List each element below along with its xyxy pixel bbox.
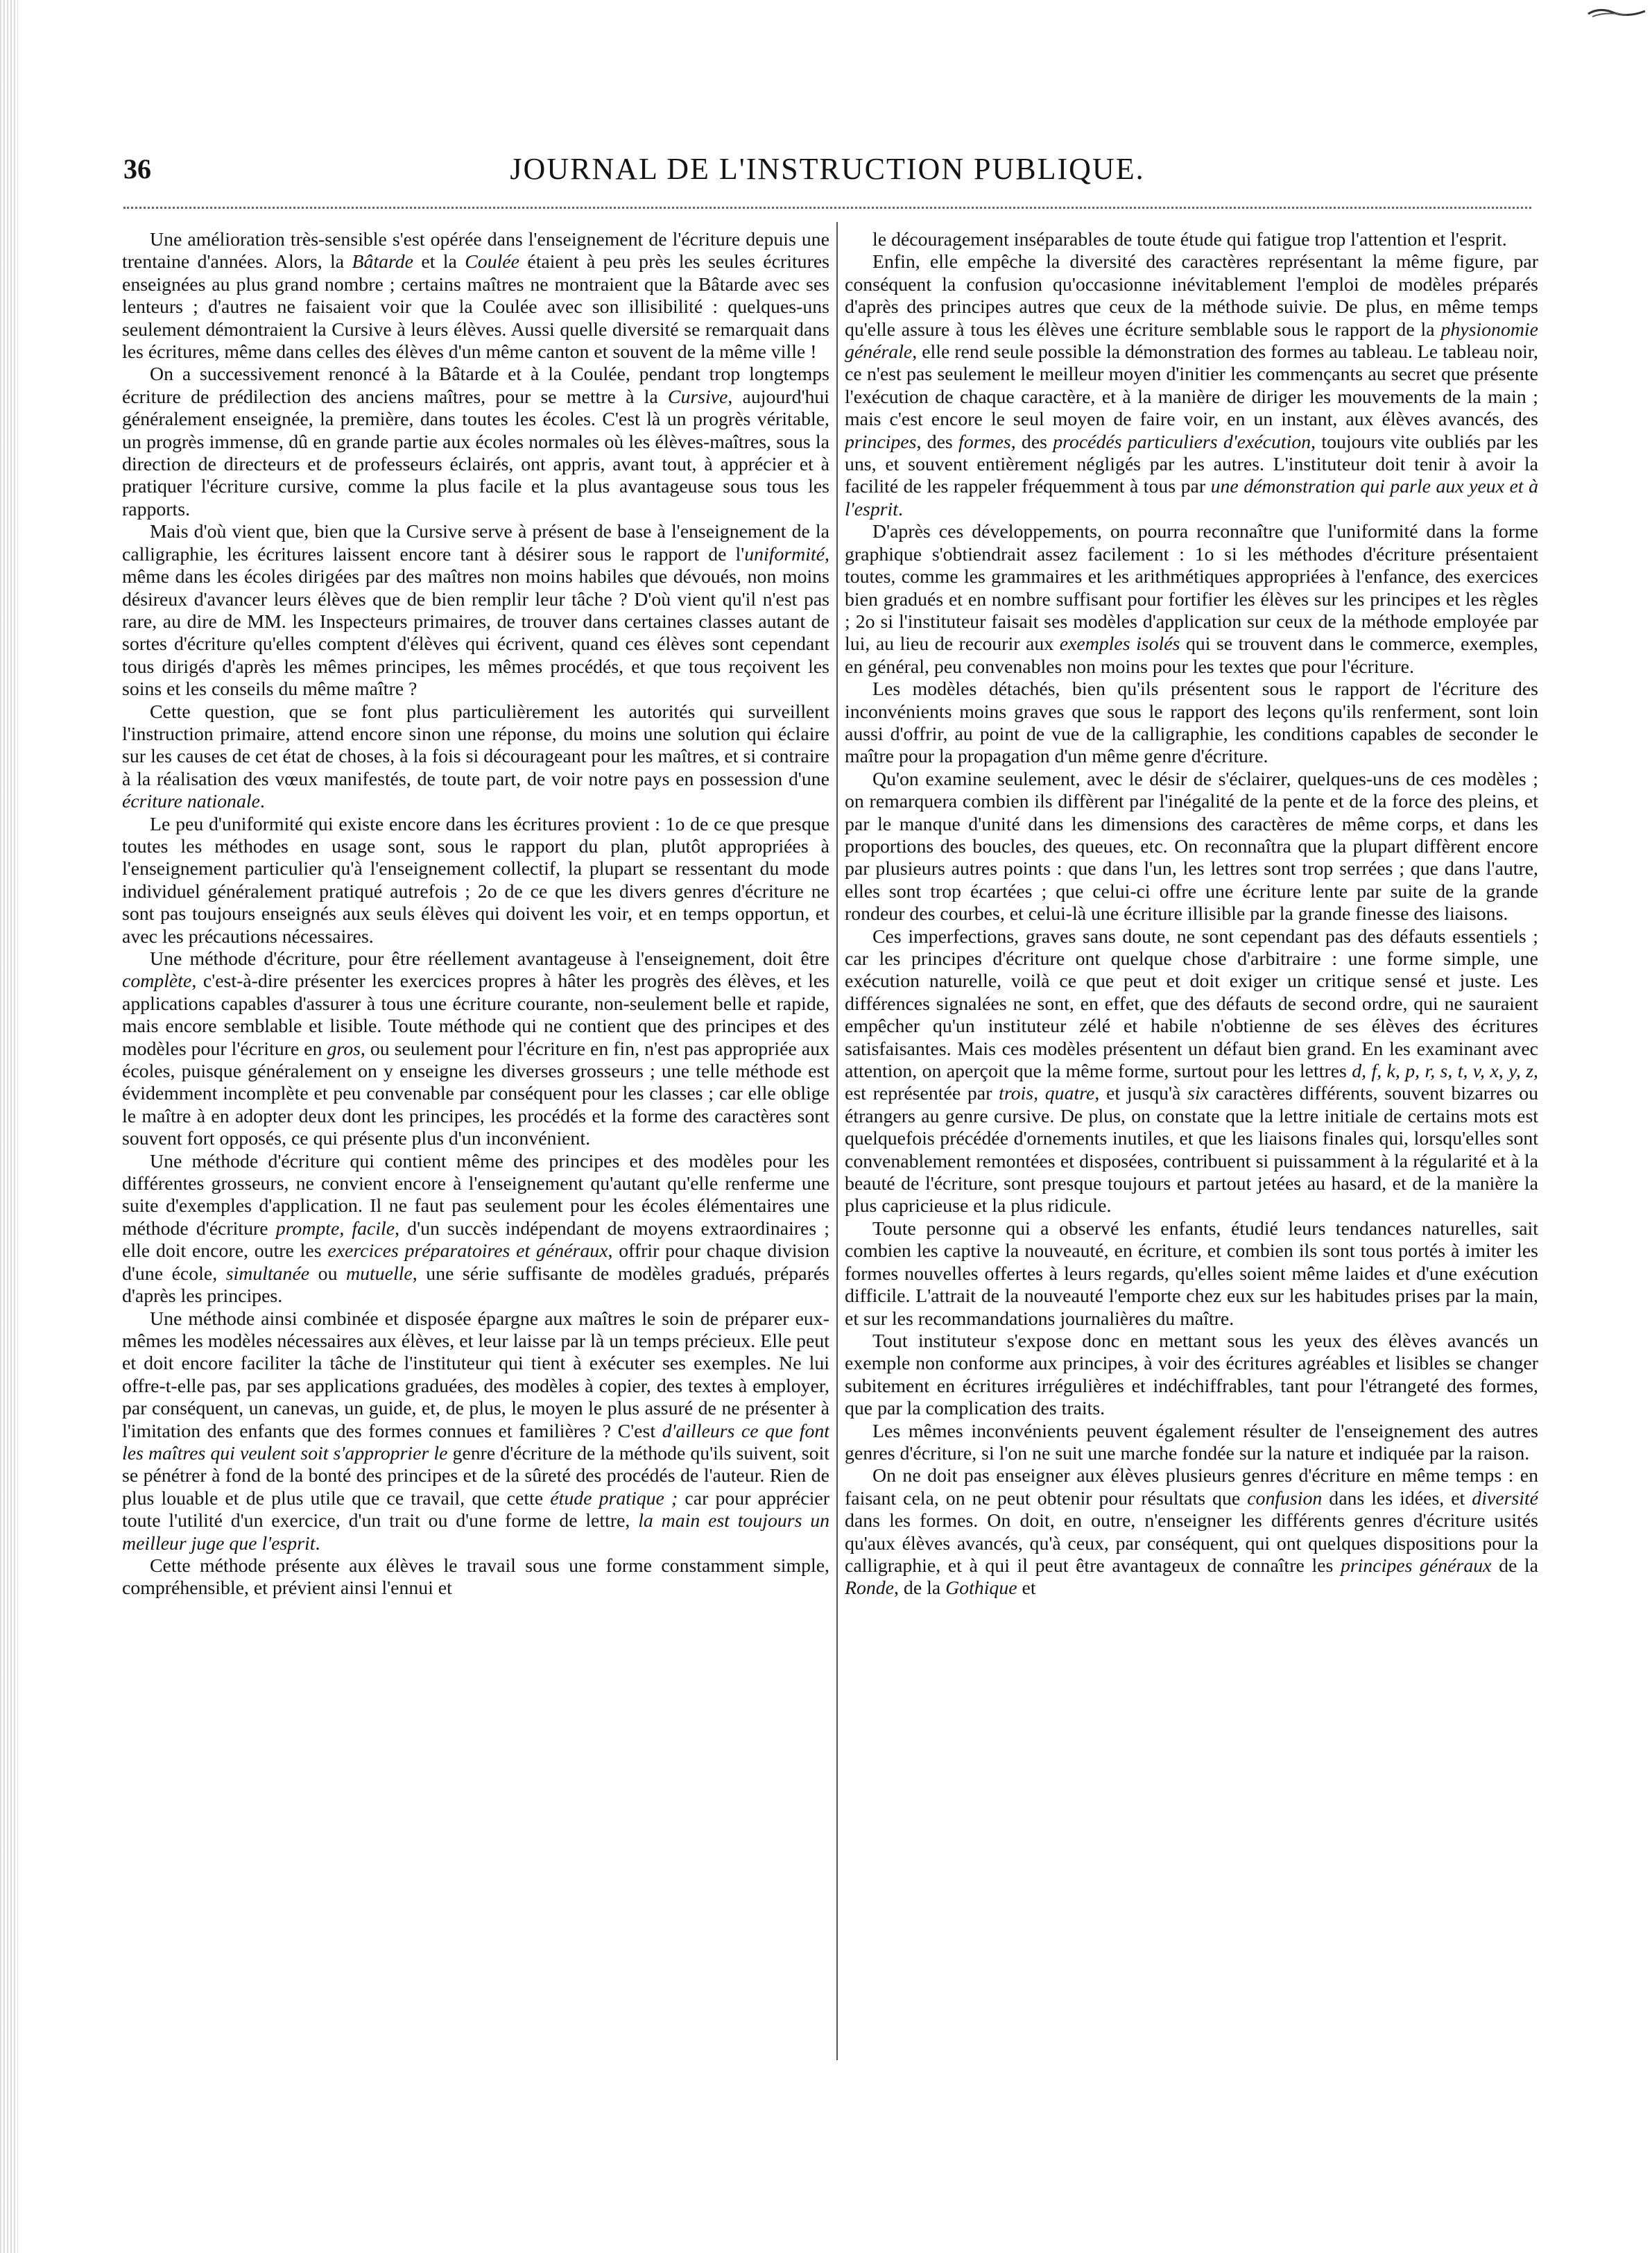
italic-text-run: exercices préparatoires et généraux: [327, 1240, 608, 1262]
text-run: et: [1017, 1577, 1036, 1600]
text-run: ou: [309, 1262, 347, 1285]
paragraph: [845, 1218, 1538, 1330]
text-run: de la: [1491, 1554, 1538, 1577]
text-run: Une méthode d'écriture qui contient même des principes et des modèles pour les différentes grosseurs, ne convient encore à l'enseignement qu'autant qu'elle renferme une suite d'exemples d'application. Il ne faut pas seulement pour les écoles élémentaires une méthode d'écriture: [122, 1150, 829, 1240]
text-run: , des: [916, 431, 959, 453]
text-run: , ou seulement pour l'écriture en fin, n'est pas appropriée aux écoles, puisque généralement on y enseigne les diverses grosseurs ; une telle méthode est évidemment incomplète et peu convenable par conséquent pour les classes ; car elle oblige le maître à en adopter deux dont les principes, les procédés et la forme des caractères sont souvent fort opposés, ce qui présente plus d'un inconvénient.: [122, 1038, 829, 1150]
text-run: le découragement inséparables de toute étude qui fatigue trop l'attention et l'esprit.: [872, 229, 1507, 250]
text-run: , c'est-à-dire présenter les exercices propres à hâter les progrès des élèves, et les applications capables d'assurer à tous une écriture courante, non-seulement belle et rapide, mais encore semblable et lisible. Toute méthode qui ne contient que des principes et des modèles pour l'écriture en: [122, 970, 829, 1060]
italic-text-run: trois, quatre: [999, 1083, 1095, 1105]
header-rule: [123, 207, 1531, 209]
italic-text-run: Ronde: [845, 1577, 895, 1600]
text-run: , toujours vite oubliés par les uns, et souvent entièrement négligés par les autres. L'instituteur doit tenir à avoir la facilité de les rappeler fréquemment à tous par: [845, 431, 1538, 498]
paragraph: [845, 251, 1538, 521]
text-run: car pour apprécier toute l'utilité d'un exercice, d'un trait ou d'une forme de lettre,: [122, 1487, 829, 1532]
italic-text-run: prompte, facile: [275, 1217, 395, 1240]
italic-text-run: une démonstration qui parle aux yeux et à l'esprit: [845, 476, 1538, 520]
left-column: [122, 229, 829, 2060]
italic-text-run: d'ailleurs ce que font les maîtres qui veulent soit s'approprier le: [122, 1420, 829, 1464]
italic-text-run: écriture nationale: [122, 791, 260, 813]
italic-text-run: Gothique: [945, 1577, 1017, 1600]
column-divider: [836, 222, 838, 2060]
page-header: [123, 151, 1531, 193]
text-run: .: [315, 1532, 320, 1554]
text-run: , d'un succès indépendant de moyens extraordinaires ; elle doit encore, outre les: [122, 1217, 829, 1262]
italic-text-run: Coulée: [465, 251, 519, 273]
italic-text-run: d, f, k, p, r, s, t, v, x, y, z: [1352, 1061, 1534, 1083]
text-run: Une méthode d'écriture, pour être réellement avantageuse à l'enseignement, doit être: [150, 948, 829, 970]
text-run: Enfin, elle empêche la diversité des caractères représentant la même figure, par conséquent la confusion qu'occasionne inévitablement l'emploi de modèles préparés d'après des principes autres que ceux de la méthode suivie. De plus, en même temps qu'elle assure à tous les élèves une écriture semblable sous le rapport de la: [845, 251, 1538, 341]
paragraph: [122, 1555, 829, 1600]
paragraph: [122, 229, 829, 363]
italic-text-run: procédés particuliers d'exécution: [1053, 431, 1311, 453]
paragraph: [122, 701, 829, 814]
italic-text-run: simultanée: [225, 1262, 310, 1285]
text-run: , est représentée par: [845, 1061, 1538, 1105]
text-run: Tout instituteur s'expose donc en mettant sous les yeux des élèves avancés un exemple non conforme aux principes, à voir des écritures agréables et lisibles se changer subitement en écritures irrégulières et indéchiffrables, tant pour l'étrangeté des formes, que par la complication des traits.: [845, 1330, 1538, 1420]
text-run: Qu'on examine seulement, avec le désir de s'éclairer, quelques-uns de ces modèles ; on remarquera combien ils diffèrent par l'inégalité de la pente et de la force des pleins, et par le manque d'unité dans les dimensions des caractères de même corps, et dans les proportions des boucles, des queues, etc. On reconnaîtra que la plupart diffèrent encore par plusieurs autres points : que dans l'un, les lettres sont trop serrées ; que dans l'autre, elles sont trop écartées ; que celui-ci offre une écriture lente par suite de la grande rondeur des courbes, et celui-là une écriture illisible par la grande finesse des liaisons.: [845, 768, 1538, 925]
paragraph: [122, 948, 829, 1151]
text-run: Mais d'où vient que, bien que la Cursive serve à présent de base à l'enseignement de la calligraphie, les écritures laissent encore tant à désirer sous le rapport de l': [122, 521, 829, 565]
text-run: D'après ces développements, on pourra reconnaître que l'uniformité dans la forme graphique s'obtiendrait assez facilement : 1o si les méthodes d'écriture présentaient toutes, comme les grammaires et les arithmétiques appropriées à l'enfance, des exercices bien gradués et en nombre suffisant pour fortifier les élèves sur les principes et les règles ; 2o si l'instituteur faisait ses modèles d'application sur ceux de la méthode employée par lui, au lieu de recourir aux: [845, 521, 1538, 656]
text-run: , aujourd'hui généralement enseignée, la première, dans toutes les écoles. C'est là un progrès véritable, un progrès immense, dû en grande partie aux écoles normales où les élèves-maîtres, sous la direction de directeurs et de professeurs éclairés, ont appris, avant tout, à apprécier et à pratiquer l'écriture cursive, comme la plus facile et la plus avantageuse sous tous les rapports.: [122, 386, 829, 520]
paragraph: [845, 1330, 1538, 1421]
text-run: qui se trouvent dans le commerce, exemples, en général, peu convenables non moins pour les textes que pour l'écriture.: [845, 633, 1538, 678]
text-run: , une série suffisante de modèles gradués, préparés d'après les principes.: [122, 1262, 829, 1308]
text-run: et la: [413, 251, 465, 273]
text-run: genre d'écriture de la méthode qu'ils suivent, soit se pénétrer à fond de la bonté des principes et de la sûreté des procédés de l'auteur. Rien de plus louable et de plus utile que ce travail, que cette: [122, 1442, 829, 1509]
text-run: , offrir pour chaque division d'une école,: [122, 1240, 829, 1285]
paragraph: [845, 521, 1538, 678]
italic-text-run: six: [1187, 1083, 1210, 1105]
italic-text-run: gros: [327, 1038, 361, 1060]
text-run: Cette méthode présente aux élèves le travail sous une forme constamment simple, compréhensible, et prévient ainsi l'ennui et: [122, 1554, 829, 1600]
paragraph: [845, 229, 1538, 251]
text-run: Les mêmes inconvénients peuvent également résulter de l'enseignement des autres genres d'écriture, si l'on ne suit une marche fondée sur la nature et indiquée par la raison.: [845, 1420, 1538, 1464]
italic-text-run: principes: [845, 431, 917, 453]
italic-text-run: diversité: [1472, 1487, 1538, 1509]
paragraph: [845, 678, 1538, 769]
scan-edge-shadow: [0, 0, 18, 2253]
italic-text-run: Cursive: [667, 386, 728, 408]
paragraph: [845, 926, 1538, 1218]
text-run: dans les idées, et: [1322, 1487, 1472, 1509]
italic-text-run: physionomie générale: [845, 318, 1538, 363]
italic-text-run: principes généraux: [1340, 1554, 1492, 1577]
paragraph: [122, 1308, 829, 1555]
paragraph: [122, 1151, 829, 1308]
text-run: On a successivement renoncé à la Bâtarde et à la Coulée, pendant trop longtemps écriture de prédilection des anciens maîtres, pour se mettre à la: [122, 363, 829, 408]
italic-text-run: uniformité: [744, 543, 825, 565]
corner-stamp-mark: [1585, 3, 1648, 19]
text-run: Une méthode ainsi combinée et disposée épargne aux maîtres le soin de préparer eux-mêmes les modèles nécessaires aux élèves, et leur laisse par là un temps précieux. Elle peut et doit encore faciliter la tâche de l'instituteur qui tient à exécuter ses exemples. Ne lui offre-t-elle pas, par ses applications graduées, des modèles à copier, des textes à employer, par conséquent, un canevas, un guide, et, de plus, le moyen le plus assuré de ne présenter à l'imitation des enfants que des formes connues et familières ? C'est: [122, 1308, 829, 1442]
text-run: .: [897, 498, 903, 520]
text-run: caractères différents, souvent bizarres ou étrangers au genre cursive. De plus, on constate que la lettre initiale de certains mots est quelquefois précédée d'ornements inutiles, et que les liaisons finales qui, lorsqu'elles sont convenablement remontées et disposées, contribuent si puissamment à la régularité et à la beauté de l'écriture, sont presque toujours et partout jetées au hasard, et de la manière la plus capricieuse et la plus ridicule.: [845, 1083, 1538, 1217]
text-run: , des: [1010, 431, 1053, 453]
text-run: Une amélioration très-sensible s'est opérée dans l'enseignement de l'écriture depuis une trentaine d'années. Alors, la: [122, 229, 829, 273]
paragraph: [845, 1465, 1538, 1600]
text-run: , même dans les écoles dirigées par des maîtres non moins habiles que dévoués, non moins désireux d'avancer leurs élèves que de bien remplir leur tâche ? D'où vient qu'il n'est pas rare, au dire de MM. les Inspecteurs primaires, de trouver dans certaines classes autant de sortes d'écriture qu'elles comptent d'élèves qui écrivent, quand ces élèves sont cependant tous dirigés d'après les mêmes principes, les mêmes procédés, et que tous reçoivent les soins et les conseils du même maître ?: [122, 543, 829, 701]
paragraph: [845, 1421, 1538, 1466]
italic-text-run: confusion: [1247, 1487, 1323, 1509]
italic-text-run: formes: [958, 431, 1011, 453]
right-column: [845, 229, 1538, 2060]
text-run: étaient à peu près les seules écritures enseignées au plus grand nombre ; certains maîtres ne montraient que la Bâtarde avec ses lenteurs ; d'autres ne faisaient voir que la Coulée avec son illisibilité : quelques-uns seulement démontraient la Cursive à leurs élèves. Aussi quelle diversité se remarquait dans les écritures, même dans celles des élèves d'un même canton et souvent de la même ville !: [122, 251, 829, 363]
italic-text-run: étude pratique ;: [550, 1487, 678, 1509]
text-run: On ne doit pas enseigner aux élèves plusieurs genres d'écriture en même temps : en faisant cela, on ne peut obtenir pour résultats que: [845, 1465, 1538, 1509]
text-run: Toute personne qui a observé les enfants, étudié leurs tendances naturelles, sait combien les captive la nouveauté, en écriture, et combien ils sont tous portés à imiter les formes nouvelles offertes à leurs regards, qu'elles soient même laides et d'une exécution difficile. L'attrait de la nouveauté l'emporte chez eux sur les habitudes prises par la main, et sur les recommandations journalières du maître.: [845, 1217, 1538, 1330]
paragraph: [122, 363, 829, 521]
italic-text-run: Bâtarde: [352, 251, 413, 273]
text-run: .: [259, 791, 265, 813]
text-run: Ces imperfections, graves sans doute, ne sont cependant pas des défauts essentiels ; car les principes d'écriture ont quelque chose d'arbitraire : une forme simple, une exécution naturelle, voilà ce que peut et doit exiger un critique sensé et juste. Les différences signalées ne sont, en effet, que des défauts de second ordre, qui ne sauraient empêcher qu'un instituteur zélé et habile n'obtienne de ses élèves des écritures satisfaisantes. Mais ces modèles présentent un défaut bien grand. En les examinant avec attention, on aperçoit que la même forme, surtout pour les lettres: [845, 925, 1538, 1083]
text-run: , de la: [894, 1577, 946, 1600]
paragraph: [845, 769, 1538, 926]
italic-text-run: exemples isolés: [1059, 633, 1180, 656]
paragraph: [122, 814, 829, 948]
text-run: , elle rend seule possible la démonstration des formes au tableau. Le tableau noir, ce n'est pas seulement le meilleur moyen d'initier les commençants au secret que présente l'exécution de chaque caractère, et à la manière de diriger les mouvements de la main ; mais c'est encore le seul moyen de faire voir, en un instant, aux élèves avancés, des: [845, 341, 1538, 431]
italic-text-run: la main est toujours un meilleur juge que l'esprit: [122, 1510, 829, 1554]
italic-text-run: mutuelle: [346, 1262, 413, 1285]
text-run: dans les formes. On doit, en outre, n'enseigner les différents genres d'écriture usités qu'aux élèves avancés, qu'à ceux, par conséquent, qui ont quelques dispositions pour la calligraphie, et à qui il peut être avantageux de connaître les: [845, 1510, 1538, 1577]
text-run: Les modèles détachés, bien qu'ils présentent sous le rapport de l'écriture des inconvénients moins graves que sous le rapport des leçons qu'ils renferment, sont loin aussi d'offrir, au point de vue de la calligraphie, les conditions capables de seconder le maître pour la propagation d'un même genre d'écriture.: [845, 678, 1538, 768]
italic-text-run: complète: [122, 970, 192, 993]
page-number: 36: [123, 153, 151, 185]
paragraph: [122, 521, 829, 701]
text-run: Le peu d'uniformité qui existe encore dans les écritures provient : 1o de ce que presque toutes les méthodes en usage sont, sous le rapport du plan, plutôt appropriées à l'enseignement particulier qu'à l'enseignement collectif, la plupart se ressentant du mode individuel généralement pratiqué autrefois ; 2o de ce que les divers genres d'écriture ne sont pas toujours enseignés aux seuls élèves qui doivent les voir, et en temps opportun, et avec les précautions nécessaires.: [122, 813, 829, 948]
text-run: , et jusqu'à: [1094, 1083, 1188, 1105]
journal-title: JOURNAL DE L'INSTRUCTION PUBLIQUE.: [510, 152, 1145, 186]
text-run: Cette question, que se font plus particulièrement les autorités qui surveillent l'instruction primaire, attend encore sinon une réponse, du moins une solution qui éclaire sur les causes de cet état de choses, à la fois si décourageant pour les maîtres, et si contraire à la réalisation des vœux manifestés, de toute part, de voir notre pays en possession d'une: [122, 701, 829, 790]
